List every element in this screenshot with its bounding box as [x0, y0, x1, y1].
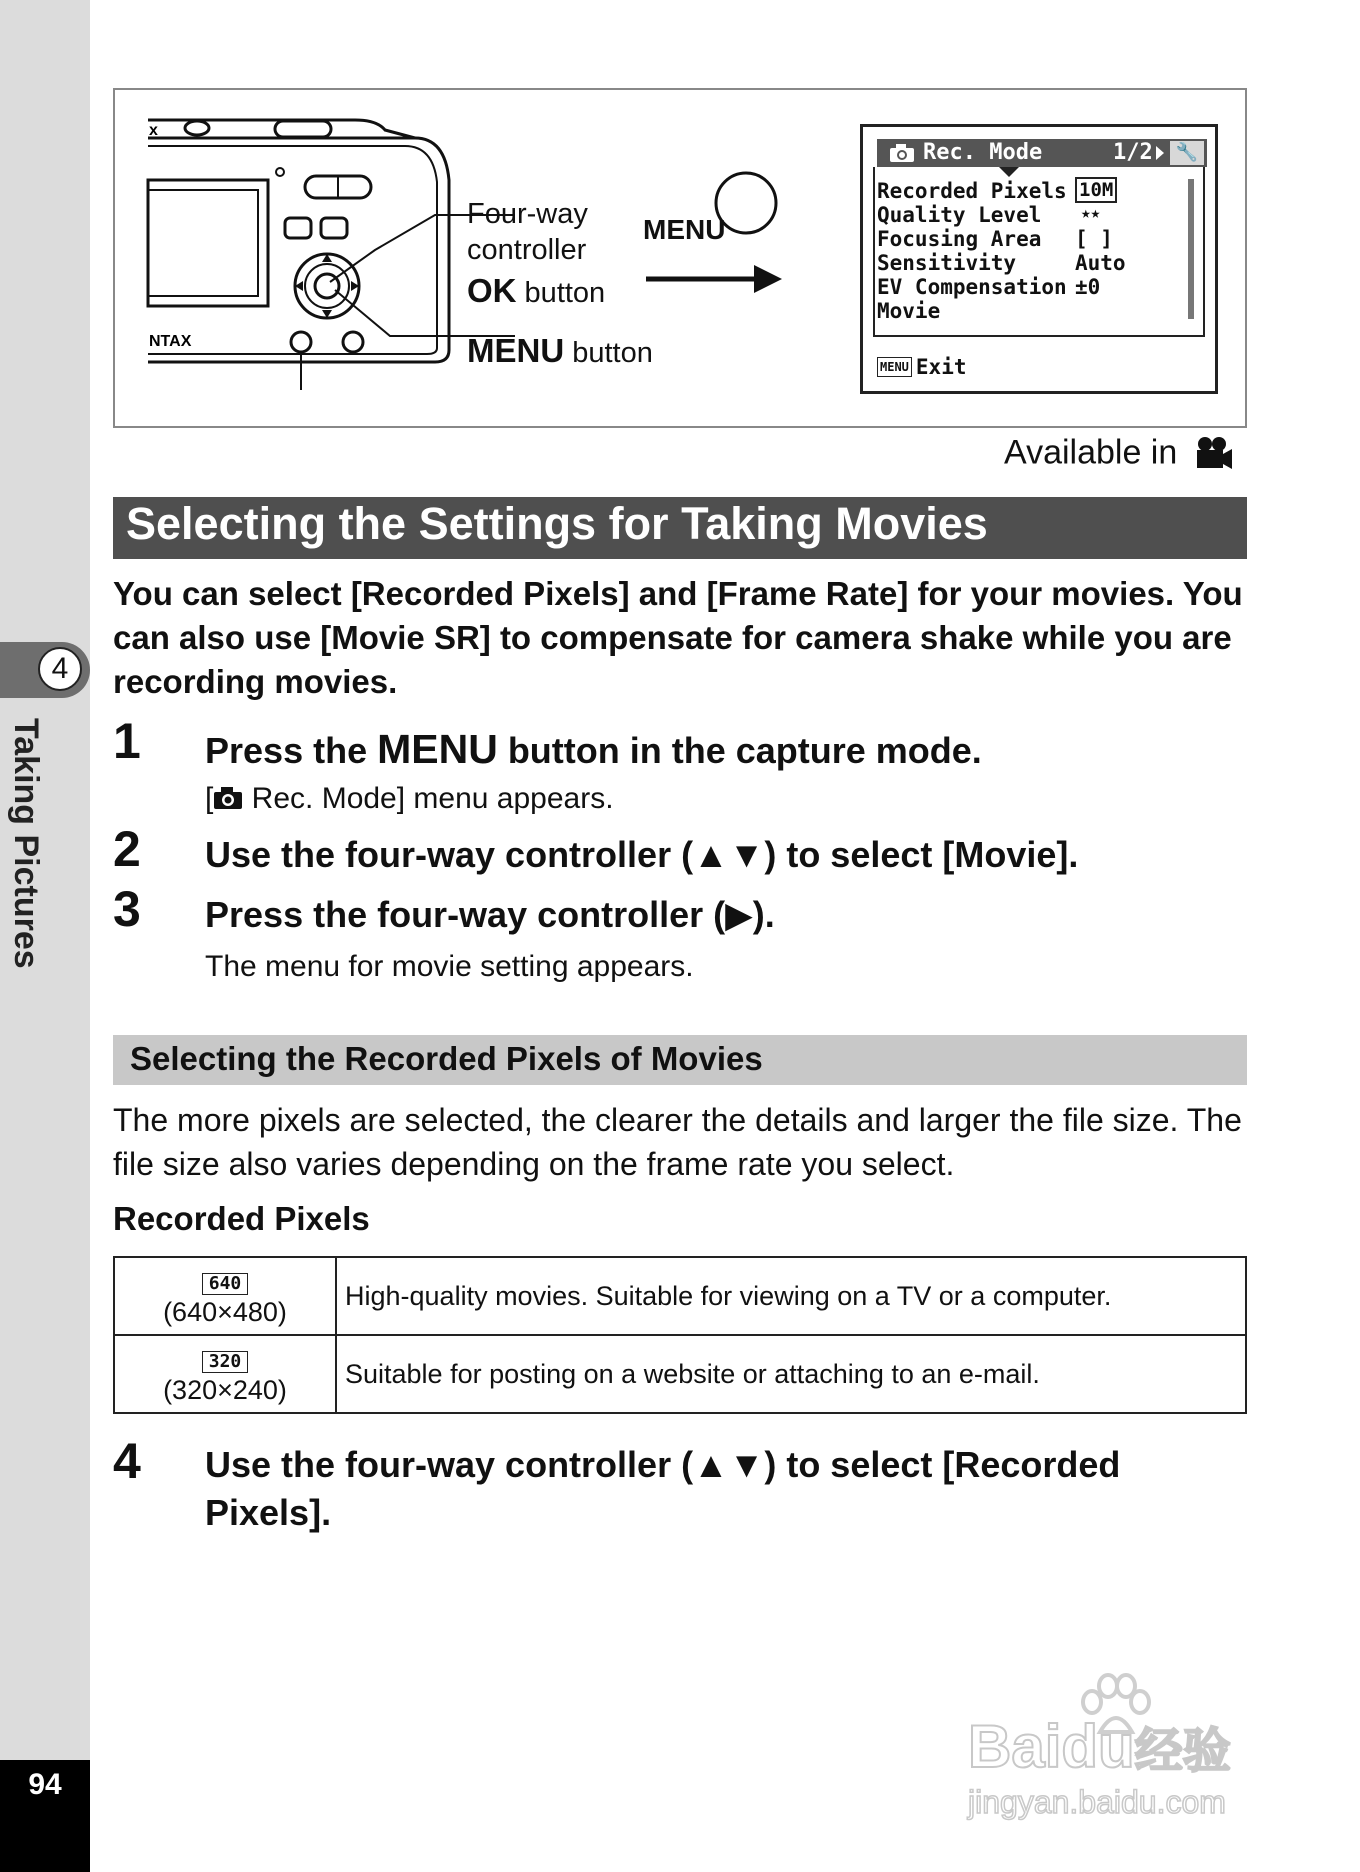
watermark-url: jingyan.baidu.com [968, 1784, 1226, 1820]
section-title: Selecting the Settings for Taking Movies [126, 498, 988, 549]
step-number: 1 [113, 713, 141, 769]
chapter-number: 4 [38, 647, 82, 691]
watermark-cn: 经验 [1134, 1725, 1231, 1778]
lcd-row-label: Movie [877, 299, 941, 323]
recorded-pixels-label: Recorded Pixels [113, 1200, 370, 1237]
page-number: 94 [28, 1768, 62, 1801]
table-cell: Suitable for posting on a website or attaching to an e-mail. [336, 1335, 1246, 1413]
subsection-title: Selecting the Recorded Pixels of Movies [130, 1040, 763, 1077]
lcd-row-label: Focusing Area [877, 227, 1042, 251]
step-number: 4 [113, 1433, 141, 1489]
lcd-footer: MENU Exit [877, 355, 966, 379]
resolution-320-icon: 320 [202, 1351, 249, 1373]
table-cell: 320 (320×240) [114, 1335, 336, 1413]
step-text: Use the four-way controller (▲▼) to select [Movie]. [205, 834, 1079, 875]
table-row [114, 1257, 1246, 1335]
lcd-row-label: EV Compensation [877, 275, 1067, 299]
lcd-scrollbar [1188, 179, 1194, 319]
table-row [114, 1335, 1246, 1413]
lcd-row-label: Quality Level [877, 203, 1042, 227]
recorded-pixels-table [113, 1256, 1247, 1414]
right-arrow-icon [1155, 145, 1165, 161]
lcd-header [877, 139, 1207, 167]
watermark-brand-2: du [1061, 1713, 1135, 1780]
step-text: Pixels]. [205, 1492, 332, 1533]
lcd-row-label: Recorded Pixels [877, 179, 1067, 203]
step-text: Press the four-way controller (▶). [205, 894, 775, 935]
svg-text:x: x [149, 122, 158, 139]
menu-arrow-label: MENU [643, 214, 726, 245]
camera-icon [889, 143, 915, 163]
lcd-row-value: ★★ [1081, 203, 1101, 222]
four-way-label-1: Four-way [467, 198, 588, 230]
lcd-header-title: Rec. Mode [923, 140, 1043, 165]
step-number: 3 [113, 881, 141, 937]
wrench-icon: 🔧 [1170, 141, 1204, 165]
four-way-label-2: controller [467, 234, 587, 266]
chapter-title: Taking Pictures [7, 718, 45, 969]
baidu-watermark [964, 1672, 1284, 1822]
camera-brand: NTAX [149, 333, 192, 350]
menu-press-arrow [640, 165, 800, 295]
ok-button-label: OK button [467, 272, 606, 309]
lcd-row-value: Auto [1075, 251, 1126, 275]
lcd-row-value: 10M [1075, 177, 1117, 201]
movie-camera-icon [1193, 436, 1233, 470]
lcd-row-label: Sensitivity [877, 251, 1017, 275]
step-note: The menu for movie setting appears. [205, 950, 694, 983]
step-text: Press the MENU button in the capture mode. [205, 726, 982, 772]
step-number: 2 [113, 821, 141, 877]
subsection-text: The more pixels are selected, the clearer the details and larger the file size. The file size also varies depending on the frame rate you select. [113, 1102, 1242, 1182]
step-note: [ Rec. Mode] menu appears. [205, 782, 614, 815]
menu-chip-icon: MENU [877, 357, 912, 377]
available-in [1004, 432, 1233, 473]
lcd-row-value: [ ] [1075, 227, 1113, 251]
table-cell: High-quality movies. Suitable for viewing on a TV or a computer. [336, 1257, 1246, 1335]
available-in-text: Available in [1004, 433, 1178, 472]
lcd-header-page: 1/2 [1113, 140, 1153, 165]
lcd-row-value: ±0 [1075, 275, 1101, 299]
menu-button-label: MENU button [467, 332, 653, 369]
step-text: Use the four-way controller (▲▼) to select [Recorded [205, 1444, 1121, 1485]
intro-text: You can select [Recorded Pixels] and [Frame Rate] for your movies. You can also use [Movie SR] to compensate for camera shake while you are recording movies. [113, 575, 1243, 700]
camera-icon [213, 786, 243, 810]
lcd-menu-screen [860, 124, 1218, 394]
table-cell: 640 (640×480) [114, 1257, 336, 1335]
watermark-brand: Bai [968, 1713, 1062, 1780]
resolution-640-icon: 640 [202, 1273, 249, 1295]
